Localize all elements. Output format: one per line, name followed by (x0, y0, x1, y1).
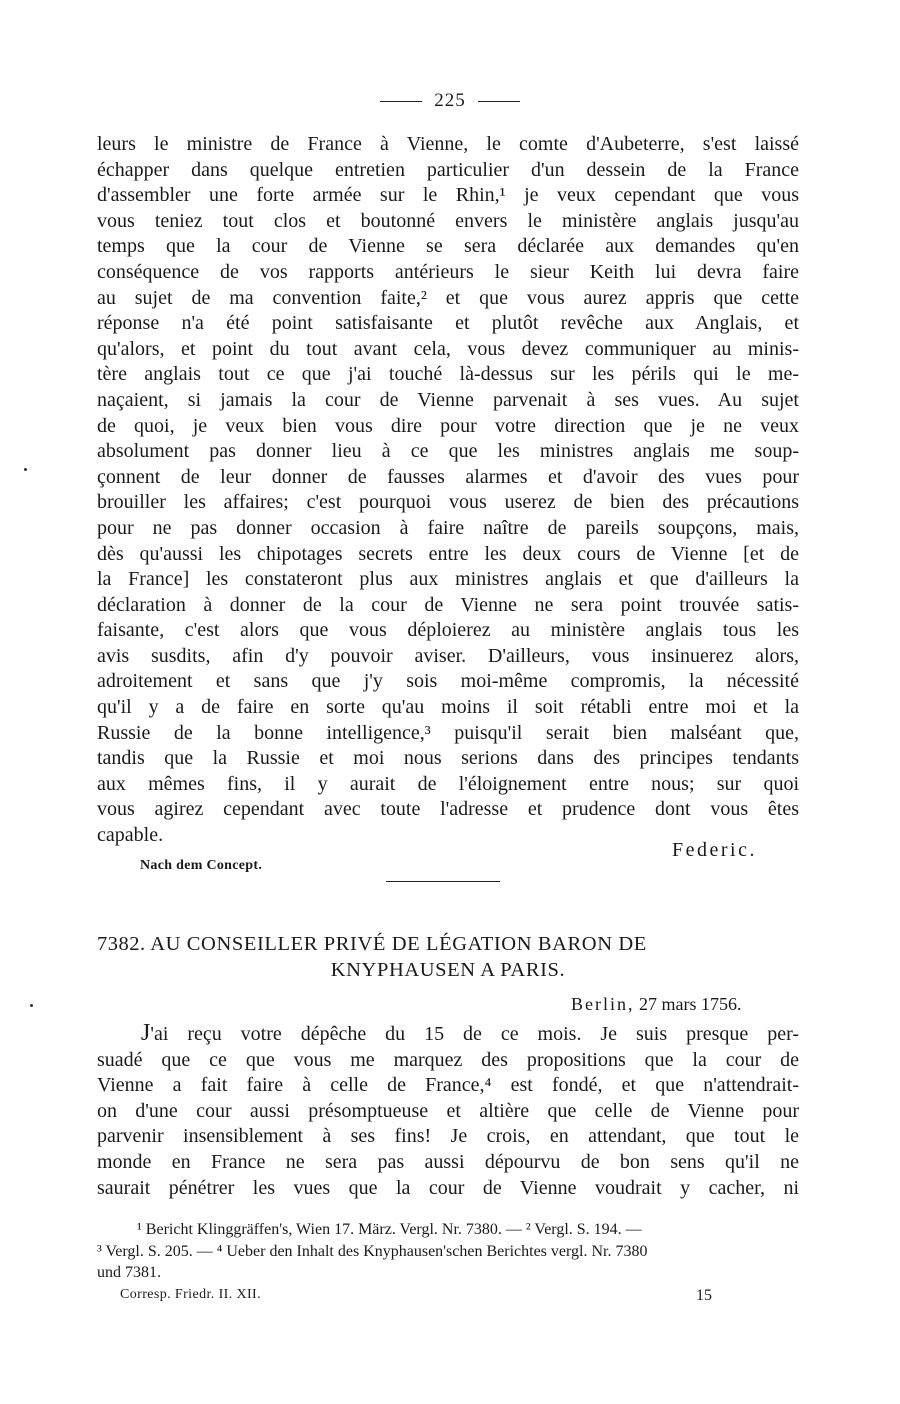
volume-signature: Corresp. Friedr. II. XII. (120, 1287, 262, 1302)
footnotes (97, 1219, 799, 1284)
signature-federic: Federic. (672, 839, 757, 861)
gathering-number: 15 (696, 1287, 712, 1304)
dateline-date: 27 mars 1756. (639, 994, 742, 1014)
text-line: faisante, c'est alors que vous déploierez au ministère anglais tous les (97, 619, 799, 642)
text-line: d'assembler une forte armée sur le Rhin,¹ je veux cependant que vous (97, 184, 799, 207)
text-line: tère anglais tout ce que j'ai touché là-dessus sur les périls qui le me- (97, 363, 799, 386)
heading-title-line2: KNYPHAUSEN A PARIS. (330, 959, 566, 981)
heading-line-one (97, 931, 799, 957)
page-number (0, 90, 900, 112)
letter-heading (97, 931, 799, 983)
text-line: qu'alors, et point du tout avant cela, vous devez communiquer au minis- (97, 337, 799, 360)
text-line: déclaration à donner de la cour de Vienne ne sera point trouvée satis- (97, 593, 799, 616)
footnote-line: ¹ Bericht Klinggräffen's, Wien 17. März. Vergl. Nr. 7380. — ² Vergl. S. 194. — (137, 1221, 642, 1238)
heading-title-line1: AU CONSEILLER PRIVÉ DE LÉGATION BARON DE (150, 933, 647, 955)
text-line: leurs le ministre de France à Vienne, le comte d'Aubeterre, s'est laissé (97, 133, 799, 155)
text-line-first (97, 1021, 799, 1048)
text-line: brouiller les affaires; c'est pourquoi vous userez de bien des précautions (97, 491, 799, 514)
text-line: au sujet de ma convention faite,² et que vous aurez appris que cette (97, 286, 799, 309)
text-line: réponse n'a été point satisfaisante et plutôt revêche aux Anglais, et (97, 312, 799, 335)
margin-speck (30, 1004, 33, 1007)
text-line: capable. (97, 824, 164, 847)
text-line: de quoi, je veux bien vous dire pour votre direction que je ne veux (97, 414, 799, 437)
page-number-dash-right (478, 101, 520, 102)
text-line: on d'une cour aussi présomptueuse et altière que celle de Vienne pour (97, 1099, 799, 1122)
dropcap: J (141, 1020, 151, 1046)
text-line: la France] les constateront plus aux ministres anglais et que d'ailleurs la (97, 568, 799, 591)
footnote-line: ³ Vergl. S. 205. — ⁴ Ueber den Inhalt des Knyphausen'schen Berichtes vergl. Nr. 7380 (97, 1242, 648, 1260)
text-line: naçaient, si jamais la cour de Vienne parvenait à ses vues. Au sujet (97, 388, 799, 411)
margin-speck (24, 468, 27, 471)
dateline (571, 994, 742, 1015)
text-line: absolument pas donner lieu à ce que les ministres anglais me soup- (97, 440, 799, 463)
text-line: vous teniez tout clos et boutonné envers le ministère anglais jusqu'au (97, 209, 799, 232)
text-line: parvenir insensiblement à ses fins! Je crois, en attendant, que tout le (97, 1125, 799, 1148)
letter-one-body (97, 132, 799, 849)
text-line: saurait pénétrer les vues que la cour de Vienne voudrait y cacher, ni (97, 1176, 799, 1199)
text-line: temps que la cour de Vienne se sera déclarée aux demandes qu'en (97, 235, 799, 258)
section-divider (386, 881, 500, 882)
text-line: suadé que ce que vous me marquez des propositions que la cour de (97, 1048, 799, 1071)
footnote-line: und 7381. (97, 1264, 161, 1281)
page-footer (120, 1287, 712, 1305)
text-line: monde en France ne sera pas aussi dépourvu de bon sens qu'il ne (97, 1150, 799, 1173)
text-line: échapper dans quelque entretien particulier d'un dessein de la France (97, 158, 799, 181)
text-line: aux mêmes fins, il y aurait de l'éloignement entre nous; sur quoi (97, 772, 799, 795)
text-line: qu'il y a de faire en sorte qu'au moins il soit rétabli entre moi et la (97, 696, 799, 719)
text-line: çonnent de leur donner de fausses alarmes et d'avoir des vues pour (97, 465, 799, 488)
text-line: tandis que la Russie et moi nous serions dans des principes tendants (97, 747, 799, 770)
letter-two-body (97, 1021, 799, 1201)
source-note: Nach dem Concept. (140, 858, 263, 873)
page-number-dash-left (380, 101, 422, 102)
text-line: Vienne a fait faire à celle de France,⁴ est fondé, et que n'attendrait- (97, 1074, 799, 1097)
text-line: conséquence de vos rapports antérieurs le sieur Keith lui devra faire (97, 260, 799, 283)
text-line: pour ne pas donner occasion à faire naître de pareils soupçons, mais, (97, 516, 799, 539)
text-line: Russie de la bonne intelligence,³ puisqu'il serait bien malséant que, (97, 721, 799, 744)
text-line: avis susdits, afin d'y pouvoir aviser. D'ailleurs, vous insinuerez alors, (97, 644, 799, 667)
letter-number: 7382. (97, 933, 146, 955)
dateline-place: Berlin, (571, 994, 635, 1014)
first-line-rest: 'ai reçu votre dépêche du 15 de ce mois. Je suis presque per- (150, 1023, 799, 1045)
text-line: vous agirez cependant avec toute l'adresse et prudence dont vous êtes (97, 798, 799, 821)
text-line: adroitement et sans que j'y sois moi-même compromis, la nécessité (97, 670, 799, 693)
page-number-value: 225 (434, 90, 466, 111)
text-line: dès qu'aussi les chipotages secrets entre les deux cours de Vienne [et de (97, 542, 799, 565)
